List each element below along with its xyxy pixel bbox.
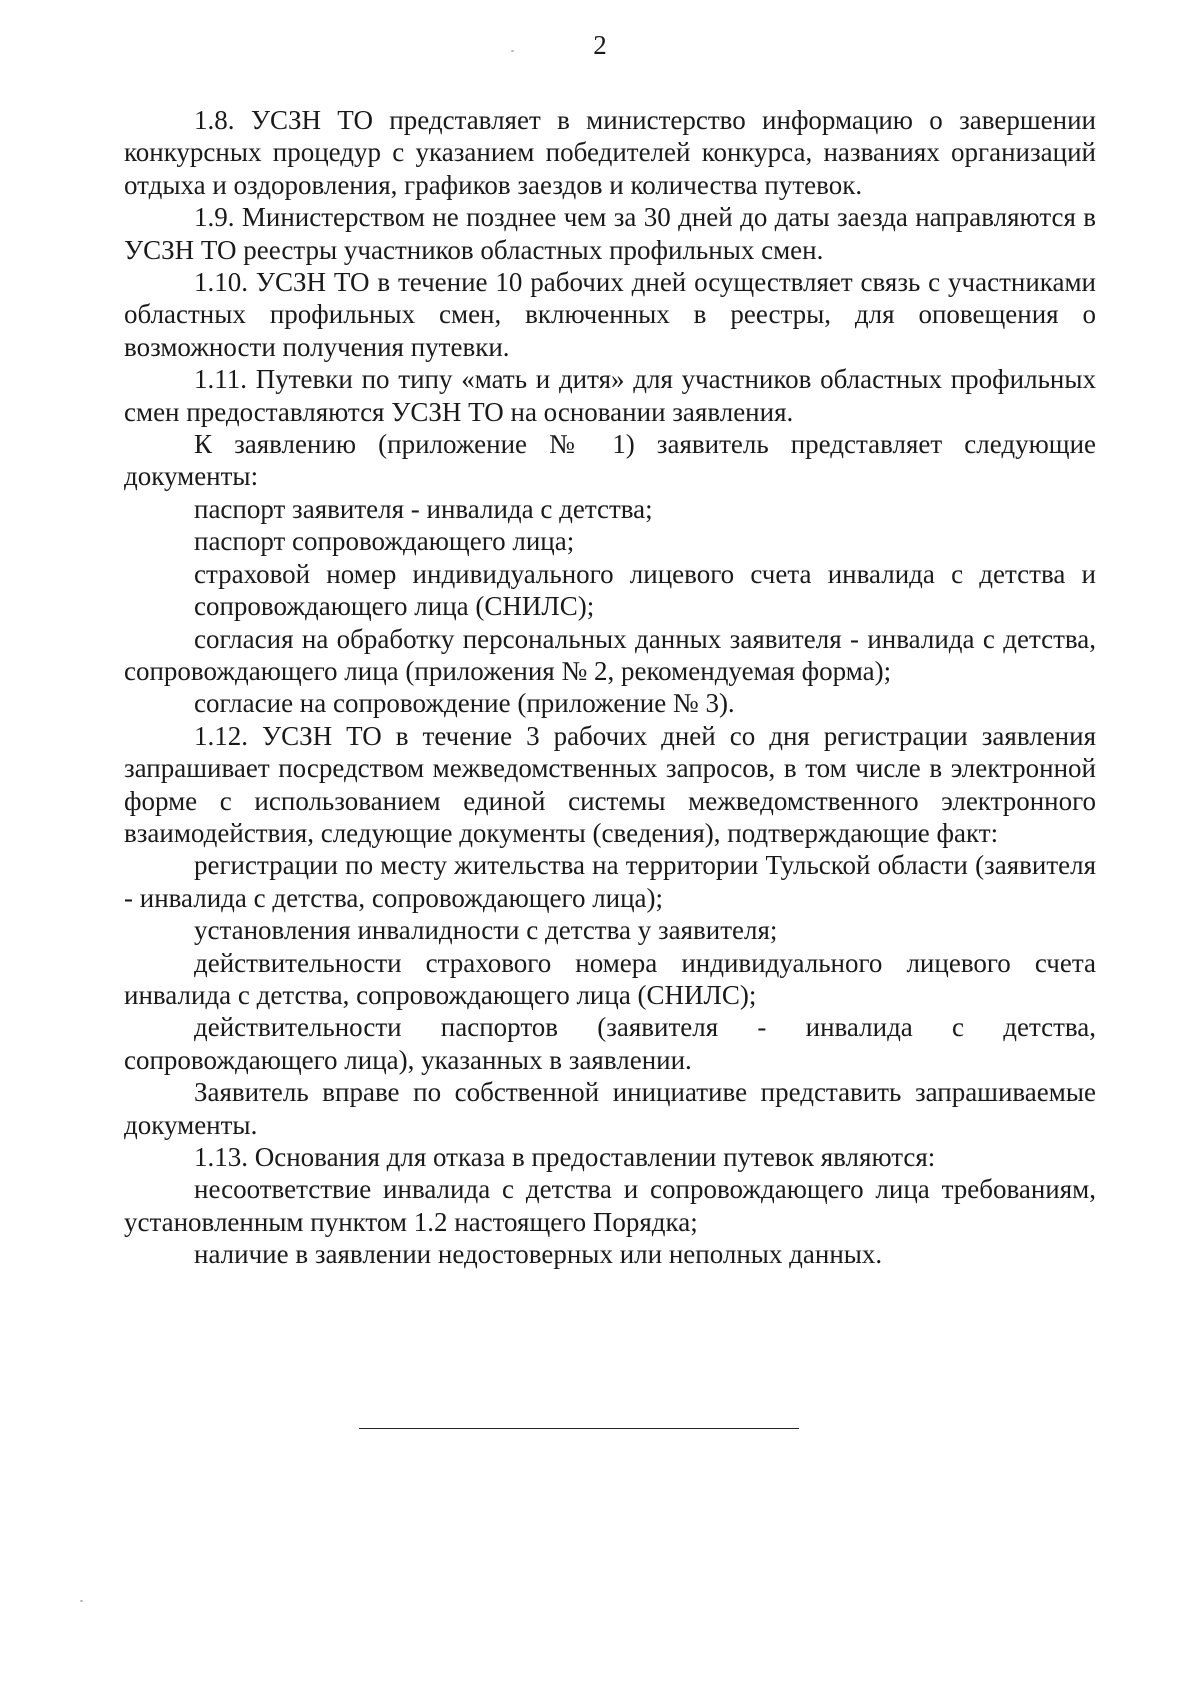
list-item-snils: страховой номер индивидуального лицевого счета инвалида с детства и сопровождающего лица (СНИЛС); [194,558,1096,622]
end-divider-line [359,1428,799,1429]
paragraph-documents-intro: К заявлению (приложение № 1) заявитель представляет следующие документы: [124,429,1096,492]
paragraph-1-9: 1.9. Министерством не позднее чем за 30 дней до даты заезда направляются в УСЗН ТО реестры участников областных профильных смен. [124,202,1096,265]
list-item-snils-validity: действительности страхового номера индивидуального лицевого счета инвалида с детства, сопровождающего лица (СНИЛС); [124,947,1096,1010]
list-item-noncompliance: несоответствие инвалида с детства и сопровождающего лица требованиям, установленным пунктом 1.2 настоящего Порядка; [124,1174,1096,1237]
paragraph-own-initiative: Заявитель вправе по собственной инициативе представить запрашиваемые документы. [124,1077,1096,1140]
list-item-incomplete-data: наличие в заявлении недостоверных или неполных данных. [194,1239,883,1270]
paragraph-1-13: 1.13. Основания для отказа в предоставлении путевок являются: [194,1142,936,1172]
list-item-consent-accompaniment: согласие на сопровождение (приложение № 3). [194,688,735,719]
list-item-passport-validity: действительности паспортов (заявителя - инвалида с детства, сопровождающего лица), указанных в заявлении. [124,1012,1096,1075]
document-body [124,104,1096,1271]
paragraph-1-12: 1.12. УСЗН ТО в течение 3 рабочих дней со дня регистрации заявления запрашивает посредством межведомственных запросов, в том числе в электронной форме с использованием единой системы межведомственного электронного взаимодействия, следующие документы (сведения), подтверждающие факт: [124,720,1096,848]
page-number: 2 [593,30,607,60]
list-item-applicant-passport: паспорт заявителя - инвалида с детства; [194,493,653,524]
paragraph-1-8: 1.8. УСЗН ТО представляет в министерство информацию о завершении конкурсных процедур с указанием победителей конкурса, названиях организаций отдыха и оздоровления, графиков заездов и количества путевок. [124,105,1096,200]
list-item-registration: регистрации по месту жительства на территории Тульской области (заявителя - инвалида с детства, сопровождающего лица); [124,850,1096,913]
list-item-disability: установления инвалидности с детства у заявителя; [194,915,778,946]
list-item-consent-personal-data: согласия на обработку персональных данных заявителя - инвалида с детства, сопровождающего лица (приложения № 2, рекомендуемая форма); [124,623,1096,686]
scan-speck [511,50,514,52]
list-item-companion-passport: паспорт сопровождающего лица; [194,526,575,557]
scan-speck [80,1600,83,1602]
paragraph-1-10: 1.10. УСЗН ТО в течение 10 рабочих дней осуществляет связь с участниками областных профильных смен, включенных в реестры, для оповещения о возможности получения путевки. [124,267,1096,362]
paragraph-1-11: 1.11. Путевки по типу «мать и дитя» для участников областных профильных смен предоставляются УСЗН ТО на основании заявления. [124,364,1096,427]
